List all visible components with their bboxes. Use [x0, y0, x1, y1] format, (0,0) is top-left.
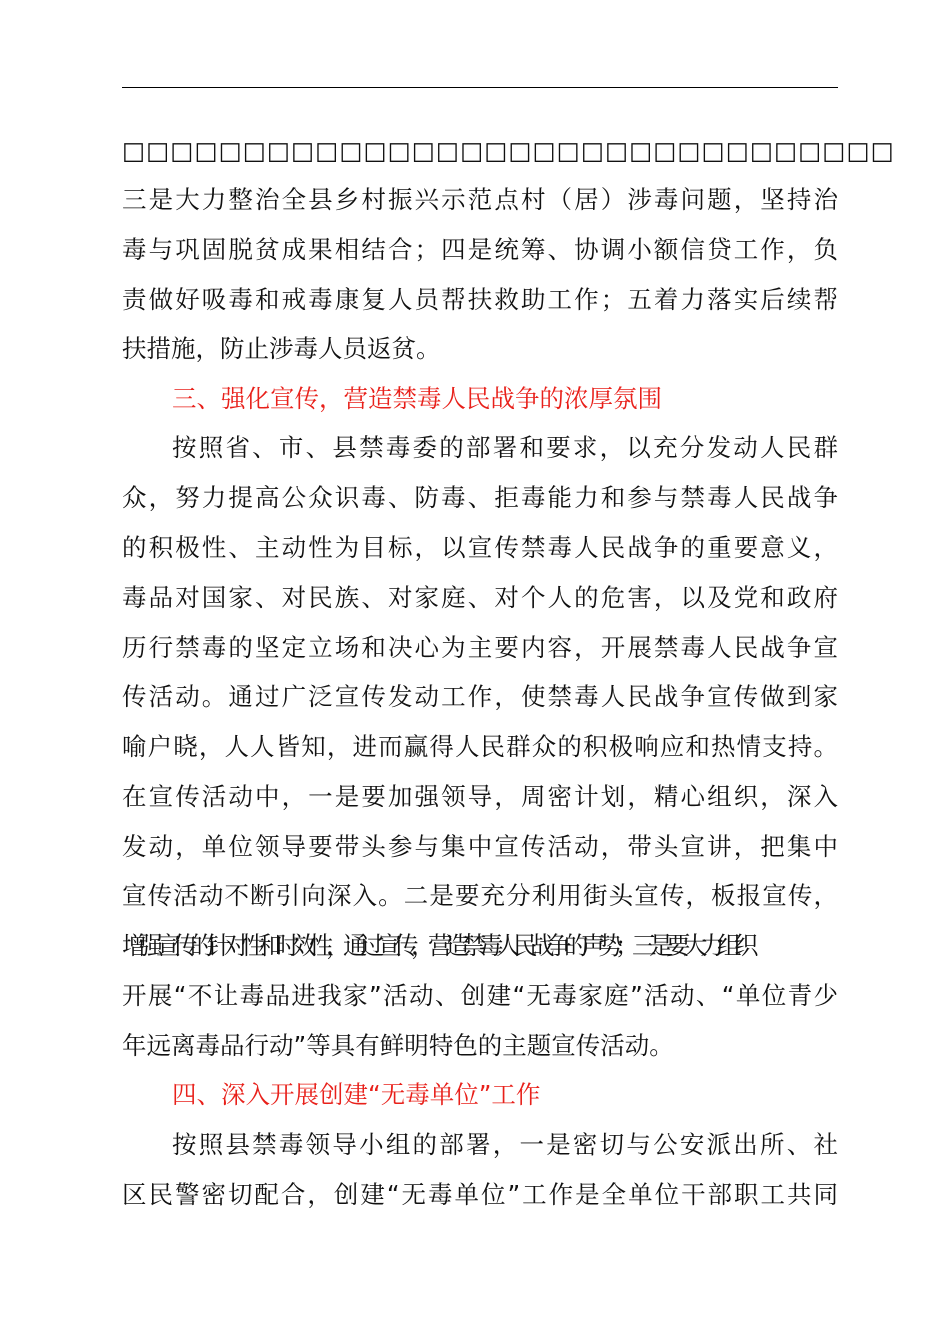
body-line: 三是大力整治全县乡村振兴示范点村（居）涉毒问题，坚持治 [122, 185, 838, 214]
paragraph-line: 众，努力提高公众识毒、防毒、拒毒能力和参与禁毒人民战争 [122, 483, 838, 512]
header-rule [122, 87, 838, 88]
paragraph-line: 历行禁毒的坚定立场和决心为主要内容，开展禁毒人民战争宣 [122, 633, 838, 662]
paragraph-line: 喻户晓，人人皆知，进而赢得人民群众的积极响应和热情支持。 [122, 732, 838, 761]
paragraph-line: 按照省、市、县禁毒委的部署和要求，以充分发动人民群 [172, 433, 838, 462]
body-line: 扶措施，防止涉毒人员返贫。 [122, 334, 441, 363]
paragraph-line: 传活动。通过广泛宣传发动工作，使禁毒人民战争宣传做到家 [122, 682, 838, 711]
paragraph-line: 开展“不让毒品进我家”活动、创建“无毒家庭”活动、“单位青少 [122, 981, 838, 1010]
paragraph-line: 宣传活动不断引向深入。二是要充分利用街头宣传，板报宣传， [122, 881, 838, 910]
section-heading-3: 三、强化宣传，营造禁毒人民战争的浓厚氛围 [172, 384, 662, 413]
paragraph-line: 毒品对国家、对民族、对家庭、对个人的危害，以及党和政府 [122, 583, 838, 612]
section-heading-4: 四、深入开展创建“无毒单位”工作 [172, 1080, 541, 1109]
paragraph-line: 区民警密切配合，创建“无毒单位”工作是全单位干部职工共同 [122, 1180, 838, 1209]
missing-glyph-line: □□□□□□□□□□□□□□□□□□□□□□□□□□□□□□□□ [122, 136, 895, 165]
paragraph-line: 的积极性、主动性为目标，以宣传禁毒人民战争的重要意义， [122, 533, 838, 562]
paragraph-line: 按照县禁毒领导小组的部署，一是密切与公安派出所、社 [172, 1130, 838, 1159]
paragraph-line: 在宣传活动中，一是要加强领导，周密计划，精心组织，深入 [122, 782, 838, 811]
body-line: 责做好吸毒和戒毒康复人员帮扶救助工作；五着力落实后续帮 [122, 285, 838, 314]
paragraph-line: 年远离毒品行动”等具有鲜明特色的主题宣传活动。 [122, 1031, 674, 1060]
paragraph-line: 增强宣传的针对性和时效性，通过宣传，营造禁毒人民战争的声势；三是要大力组织 [122, 931, 751, 960]
paragraph-line: 发动，单位领导要带头参与集中宣传活动，带头宣讲，把集中 [122, 832, 838, 861]
body-line: 毒与巩固脱贫成果相结合；四是统筹、协调小额信贷工作，负 [122, 235, 838, 264]
